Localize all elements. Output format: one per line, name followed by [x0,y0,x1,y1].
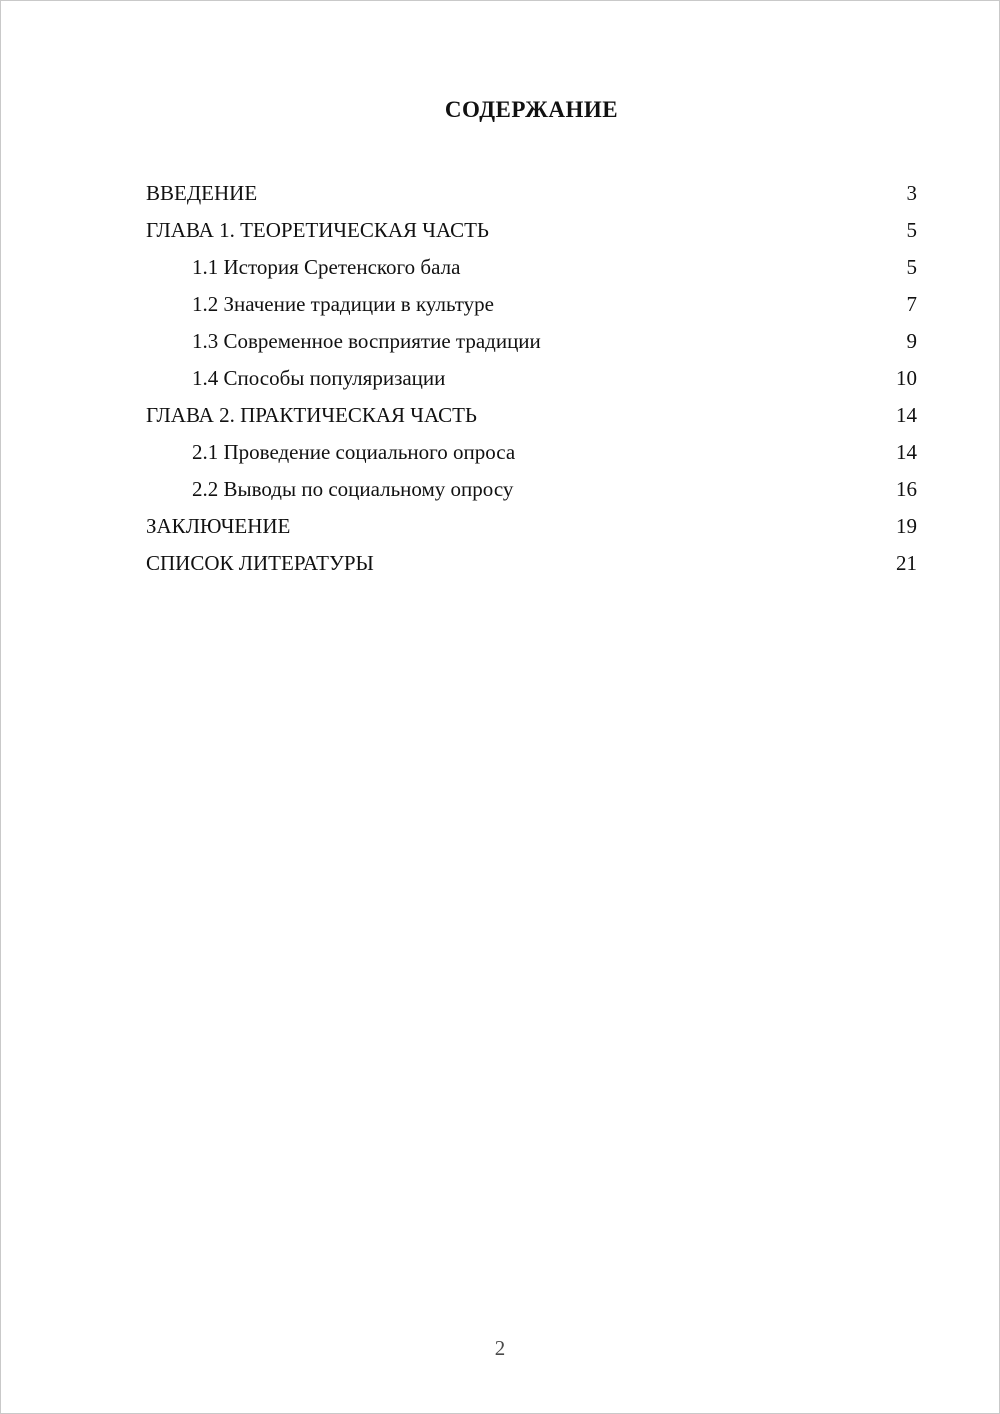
toc-entry [146,175,917,212]
toc-entry-page: 5 [906,218,917,242]
toc-entry-label: 2.1 Проведение социального опроса [192,440,516,464]
toc-entry-label: 1.2 Значение традиции в культуре [192,292,494,316]
toc-entry-label: СПИСОК ЛИТЕРАТУРЫ [146,551,374,575]
toc-entry-page: 19 [896,514,917,538]
toc-entry-page: 7 [906,292,917,316]
page-content [146,1,917,582]
toc-entry-label: ГЛАВА 2. ПРАКТИЧЕСКАЯ ЧАСТЬ [146,403,477,427]
toc-entry-page: 5 [906,255,917,279]
toc-entry-page: 3 [906,181,917,205]
toc-entry-label: ЗАКЛЮЧЕНИЕ [146,514,291,538]
toc-entry [146,471,917,508]
toc-entry [146,249,917,286]
toc-entry [146,545,917,582]
toc-entry-page: 14 [896,440,917,464]
table-of-contents [146,175,917,582]
toc-entry-label: 1.3 Современное восприятие традиции [192,329,541,353]
page-number: 2 [494,1336,506,1360]
toc-entry-page: 14 [896,403,917,427]
toc-entry [146,434,917,471]
toc-entry [146,286,917,323]
toc-entry-label: ГЛАВА 1. ТЕОРЕТИЧЕСКАЯ ЧАСТЬ [146,218,489,242]
page-title: СОДЕРЖАНИЕ [444,97,619,122]
toc-entry [146,212,917,249]
toc-entry [146,508,917,545]
toc-entry [146,397,917,434]
toc-entry-label: 1.1 История Сретенского бала [192,255,461,279]
toc-entry-label: 2.2 Выводы по социальному опросу [192,477,514,501]
toc-entry-page: 10 [896,366,917,390]
toc-entry-label: ВВЕДЕНИЕ [146,181,258,205]
toc-entry [146,360,917,397]
toc-entry-page: 16 [896,477,917,501]
toc-entry-page: 9 [906,329,917,353]
toc-entry [146,323,917,360]
toc-entry-page: 21 [896,551,917,575]
toc-entry-label: 1.4 Способы популяризации [192,366,446,390]
